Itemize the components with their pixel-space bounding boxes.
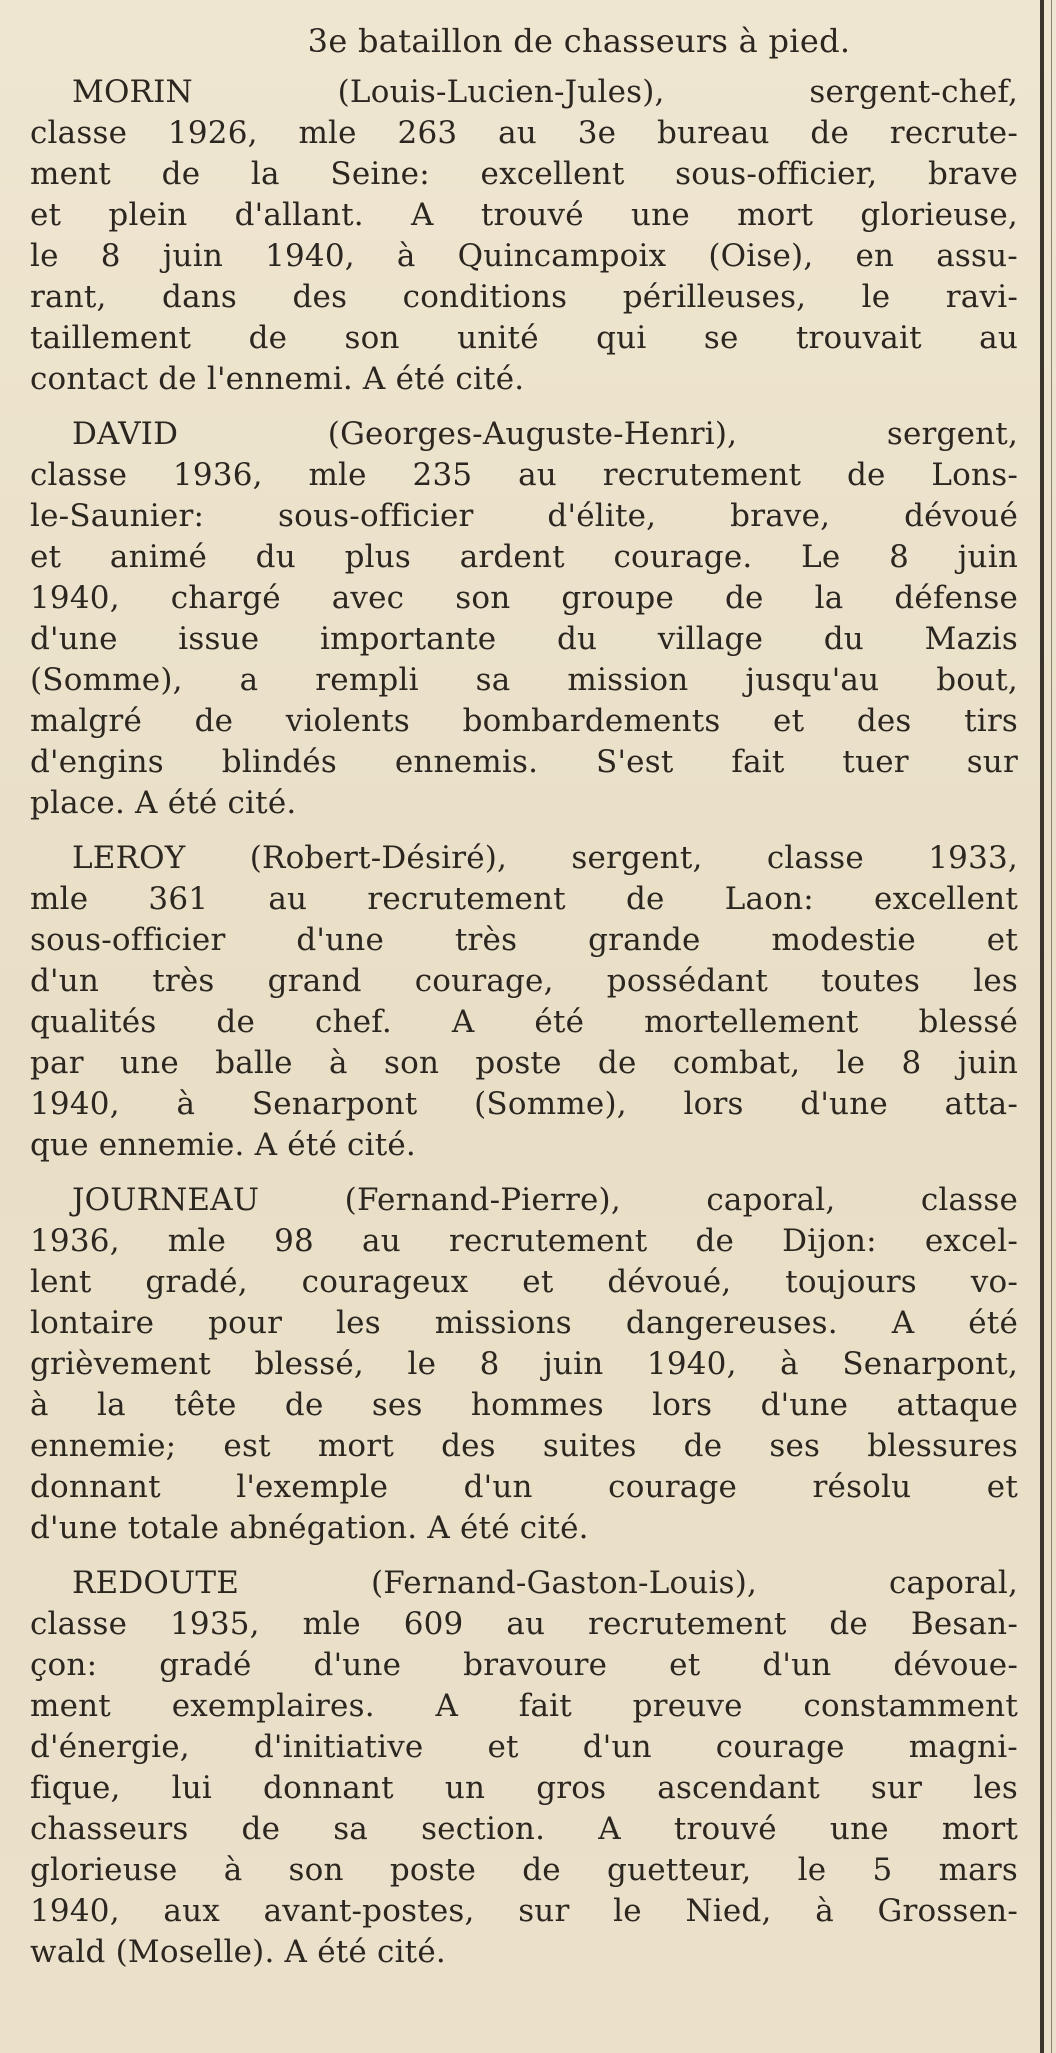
citation-line: classe 1926, mle 263 au 3e bureau de recrute- (30, 115, 1018, 151)
citation-line: (Somme), a rempli sa mission jusqu'au bout, (30, 662, 1018, 698)
citation-line: le 8 juin 1940, à Quincampoix (Oise), en assu- (30, 238, 1018, 274)
citation-line: d'une totale abnégation. A été cité. (30, 1510, 589, 1546)
citation-line: 1940, aux avant-postes, sur le Nied, à Grossen- (30, 1893, 1018, 1929)
citation-line: ennemie; est mort des suites de ses blessures (30, 1428, 1018, 1464)
citation-line: 1940, à Senarpont (Somme), lors d'une atta- (30, 1086, 1018, 1122)
citation-line: d'une issue importante du village du Mazis (30, 621, 1018, 657)
citation-line: 1940, chargé avec son groupe de la défense (30, 580, 1018, 616)
citation-line: LEROY (Robert-Désiré), sergent, classe 1933, (72, 840, 1018, 876)
column-rule (1040, 0, 1044, 2053)
citation-line: classe 1936, mle 235 au recrutement de Lons- (30, 457, 1018, 493)
section-heading (30, 14, 1018, 68)
citation-line: donnant l'exemple d'un courage résolu et (30, 1469, 1018, 1505)
citation-entry-redoute (30, 1563, 1018, 1973)
citation-entry-journeau (30, 1180, 1018, 1549)
citation-line: par une balle à son poste de combat, le 8 juin (30, 1045, 1018, 1081)
citation-line: lontaire pour les missions dangereuses. A été (30, 1305, 1018, 1341)
citation-line: grièvement blessé, le 8 juin 1940, à Senarpont, (30, 1346, 1018, 1382)
citation-line: 1936, mle 98 au recrutement de Dijon: excel- (30, 1223, 1018, 1259)
citation-entry-morin (30, 72, 1018, 400)
citation-line: lent gradé, courageux et dévoué, toujours vo- (30, 1264, 1018, 1300)
citation-entry-david (30, 414, 1018, 824)
citation-entry-leroy (30, 838, 1018, 1166)
citation-line: ment de la Seine: excellent sous-officier, brave (30, 156, 1018, 192)
citation-line: JOURNEAU (Fernand-Pierre), caporal, classe (72, 1182, 1018, 1218)
citation-line: le-Saunier: sous-officier d'élite, brave, dévoué (30, 498, 1018, 534)
citation-line: taillement de son unité qui se trouvait au (30, 320, 1018, 356)
citation-line: classe 1935, mle 609 au recrutement de Besan- (30, 1606, 1018, 1642)
citation-line: chasseurs de sa section. A trouvé une mort (30, 1811, 1018, 1847)
citation-line: d'un très grand courage, possédant toutes les (30, 963, 1018, 999)
citation-line: fique, lui donnant un gros ascendant sur les (30, 1770, 1018, 1806)
citation-line: place. A été cité. (30, 785, 297, 821)
citation-line: mle 361 au recrutement de Laon: excellent (30, 881, 1018, 917)
citation-line: et plein d'allant. A trouvé une mort glorieuse, (30, 197, 1018, 233)
citation-line: qualités de chef. A été mortellement blessé (30, 1004, 1018, 1040)
citation-line: glorieuse à son poste de guetteur, le 5 mars (30, 1852, 1018, 1888)
article-column (30, 14, 1018, 1987)
section-heading-text: 3e bataillon de chasseurs à pied. (307, 22, 851, 60)
citation-line: d'énergie, d'initiative et d'un courage magni- (30, 1729, 1018, 1765)
citation-line: rant, dans des conditions périlleuses, le ravi- (30, 279, 1018, 315)
citation-line: MORIN (Louis-Lucien-Jules), sergent-chef, (72, 74, 1018, 110)
citation-line: çon: gradé d'une bravoure et d'un dévoue- (30, 1647, 1018, 1683)
citation-line: d'engins blindés ennemis. S'est fait tuer sur (30, 744, 1018, 780)
citation-line: wald (Moselle). A été cité. (30, 1934, 446, 1970)
citation-line: REDOUTE (Fernand-Gaston-Louis), caporal, (72, 1565, 1018, 1601)
page-edge (1051, 0, 1052, 2053)
citation-line: malgré de violents bombardements et des tirs (30, 703, 1018, 739)
citation-line: ment exemplaires. A fait preuve constamment (30, 1688, 1018, 1724)
citation-line: contact de l'ennemi. A été cité. (30, 361, 525, 397)
citation-line: et animé du plus ardent courage. Le 8 juin (30, 539, 1018, 575)
citation-line: DAVID (Georges-Auguste-Henri), sergent, (72, 416, 1018, 452)
citation-line: sous-officier d'une très grande modestie et (30, 922, 1018, 958)
citation-line: à la tête de ses hommes lors d'une attaque (30, 1387, 1018, 1423)
citation-line: que ennemie. A été cité. (30, 1127, 416, 1163)
